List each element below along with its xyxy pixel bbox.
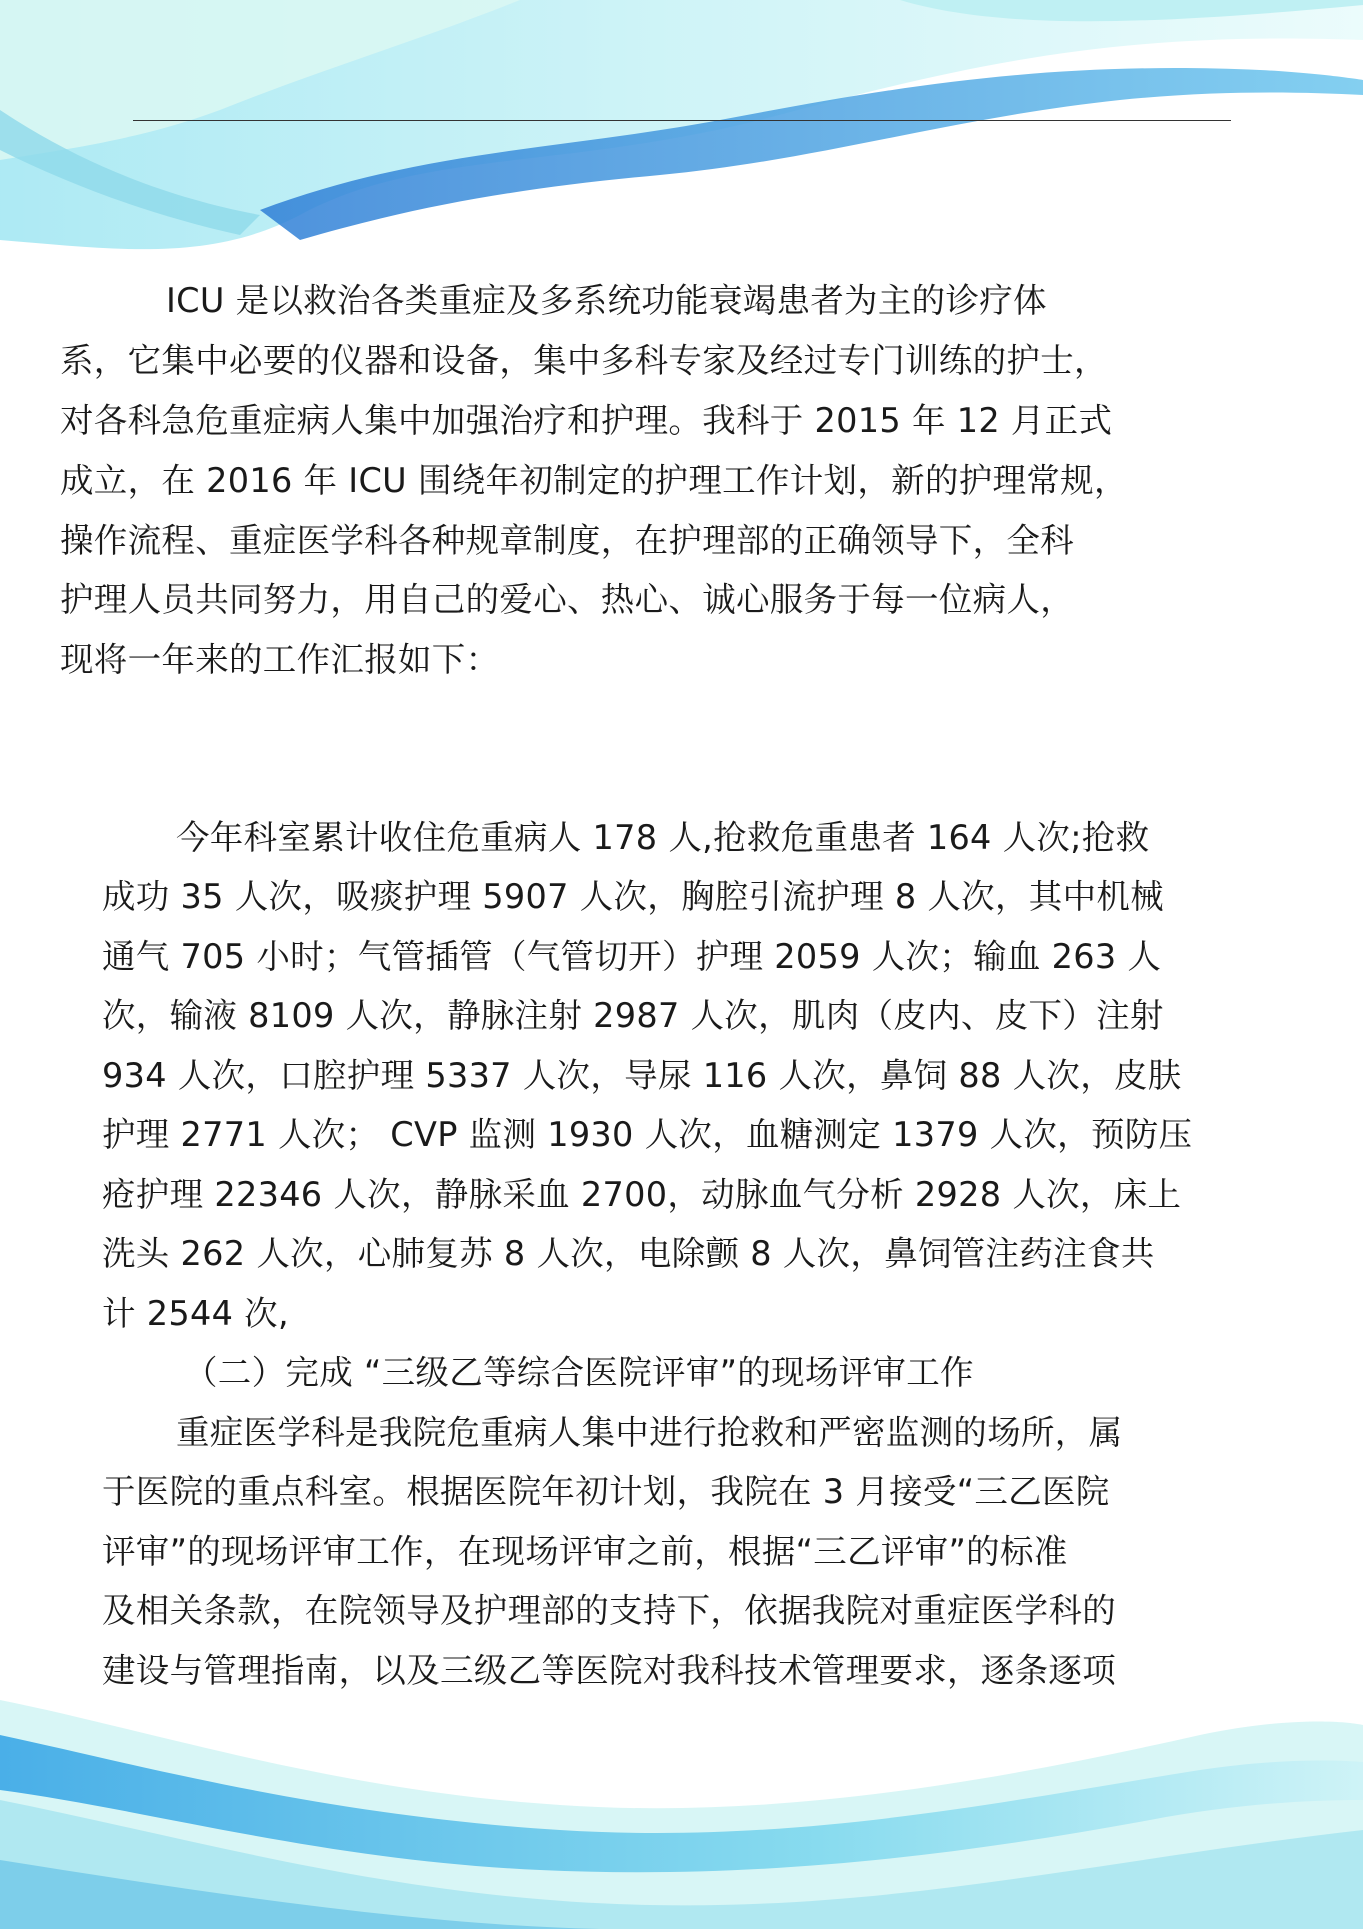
header-rule [133, 120, 1231, 121]
text-line: 建设与管理指南，以及三级乙等医院对我科技术管理要求，逐条逐项 [102, 1651, 1116, 1690]
text-line: 现将一年来的工作汇报如下： [60, 640, 500, 679]
text-line: 评审”的现场评审工作，在现场评审之前，根据“三乙评审”的标准 [102, 1532, 1068, 1571]
text-line: 934 人次，口腔护理 5337 人次，导尿 116 人次，鼻饲 88 人次，皮肤 [102, 1056, 1182, 1095]
text-line: 重症医学科是我院危重病人集中进行抢救和严密监测的场所，属 [176, 1413, 1123, 1452]
text-line: 计 2544 次, [102, 1294, 289, 1333]
text-line: ICU 是以救治各类重症及多系统功能衰竭患者为主的诊疗体 [166, 281, 1047, 320]
text-line: 及相关条款，在院领导及护理部的支持下，依据我院对重症医学科的 [102, 1591, 1116, 1630]
text-line: 操作流程、重症医学科各种规章制度，在护理部的正确领导下，全科 [60, 521, 1074, 560]
text-line: 今年科室累计收住危重病人 178 人,抢救危重患者 164 人次;抢救 [176, 818, 1150, 857]
text-line: 洗头 262 人次，心肺复苏 8 人次，电除颤 8 人次，鼻饲管注药注食共 [102, 1234, 1155, 1273]
text-line: 通气 705 小时；气管插管（气管切开）护理 2059 人次；输血 263 人 [102, 937, 1162, 976]
text-line: 于医院的重点科室。根据医院年初计划，我院在 3 月接受“三乙医院 [102, 1472, 1110, 1511]
text-line: 护理 2771 人次； CVP 监测 1930 人次，血糖测定 1379 人次，预防压 [102, 1115, 1193, 1154]
text-line: 成功 35 人次，吸痰护理 5907 人次，胸腔引流护理 8 人次，其中机械 [102, 877, 1164, 916]
text-line: 系，它集中必要的仪器和设备，集中多科专家及经过专门训练的护士， [60, 341, 1108, 380]
section-heading: （二）完成 “三级乙等综合医院评审”的现场评审工作 [184, 1353, 974, 1392]
text-line: 成立，在 2016 年 ICU 围绕年初制定的护理工作计划，新的护理常规， [60, 461, 1128, 500]
text-line: 次，输液 8109 人次，静脉注射 2987 人次，肌肉（皮内、皮下）注射 [102, 996, 1164, 1035]
text-line: 疮护理 22346 人次，静脉采血 2700，动脉血气分析 2928 人次，床上 [102, 1175, 1182, 1214]
text-line: 护理人员共同努力，用自己的爱心、热心、诚心服务于每一位病人， [60, 580, 1074, 619]
text-line: 对各科急危重症病人集中加强治疗和护理。我科于 2015 年 12 月正式 [60, 401, 1113, 440]
